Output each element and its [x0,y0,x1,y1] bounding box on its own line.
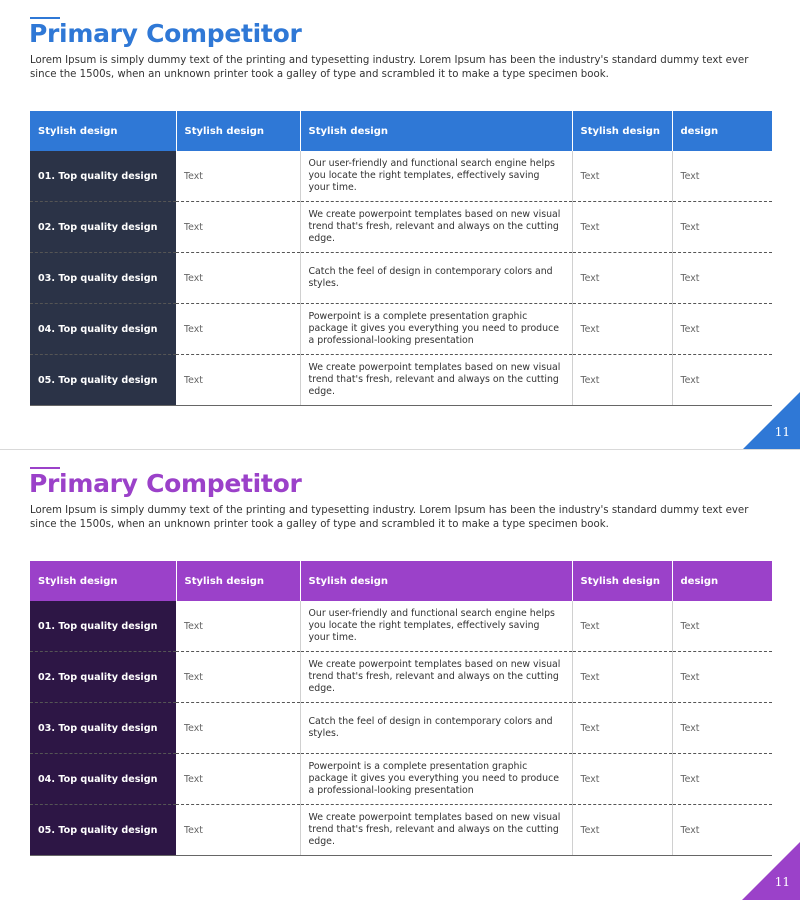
row-label: 03. Top quality design [30,703,176,754]
table-cell: Text [672,703,772,754]
slide-title: Primary Competitor [29,469,302,498]
table-cell: Text [176,355,300,406]
slide-description: Lorem Ipsum is simply dummy text of the printing and typesetting industry. Lorem Ipsum has been the industry's standard dummy text ever since the 1500s, when an unknown printer took a galley of type and scrambled it to make a type specimen book. [30,505,749,530]
table-cell: Text [572,652,672,703]
table-header-cell: Stylish design [30,561,176,601]
table-cell: Text [572,703,672,754]
table-header-cell: Stylish design [572,111,672,151]
table-cell-description: Our user-friendly and functional search engine helps you locate the right templates, effectively saving your time. [300,601,572,652]
table-header-cell: Stylish design [30,111,176,151]
table-cell: Text [176,202,300,253]
table-cell: Text [672,202,772,253]
table-header-cell: Stylish design [300,561,572,601]
table-cell: Text [672,754,772,805]
table-header-cell: design [672,561,772,601]
table-cell: Text [176,754,300,805]
table-cell: Text [176,805,300,856]
table-cell: Text [176,304,300,355]
table-cell: Text [672,805,772,856]
table-row [30,703,772,754]
table-cell-description: Our user-friendly and functional search engine helps you locate the right templates, effectively saving your time. [300,151,572,202]
row-label: 04. Top quality design [30,304,176,355]
table-cell: Text [176,253,300,304]
table-cell: Text [572,355,672,406]
competitor-table [30,561,772,856]
table-cell: Text [572,601,672,652]
table-cell: Text [572,202,672,253]
table-cell: Text [176,601,300,652]
table-row [30,304,772,355]
table-cell: Text [672,355,772,406]
corner-triangle [742,842,800,900]
table-header-cell: design [672,111,772,151]
row-label: 05. Top quality design [30,805,176,856]
table-cell-description: We create powerpoint templates based on new visual trend that's fresh, relevant and always on the cutting edge. [300,805,572,856]
row-label: 01. Top quality design [30,601,176,652]
table-cell-description: Catch the feel of design in contemporary colors and styles. [300,703,572,754]
table-header-row [30,111,772,151]
table-row [30,652,772,703]
slide-2 [0,450,800,900]
competitor-table [30,111,772,406]
table-row [30,355,772,406]
table-cell: Text [176,703,300,754]
table-row [30,202,772,253]
row-label: 02. Top quality design [30,652,176,703]
row-label: 01. Top quality design [30,151,176,202]
table-cell: Text [176,652,300,703]
table-row [30,805,772,856]
page-number: 11 [774,425,790,439]
table-cell-description: Powerpoint is a complete presentation graphic package it gives you everything you need to produce a professional-looking presentation [300,304,572,355]
page-number: 11 [774,875,790,889]
table-cell: Text [672,304,772,355]
table-cell: Text [176,151,300,202]
table-header-cell: Stylish design [176,561,300,601]
table-header-cell: Stylish design [572,561,672,601]
table-cell-description: We create powerpoint templates based on new visual trend that's fresh, relevant and always on the cutting edge. [300,202,572,253]
table-cell: Text [572,253,672,304]
table-header-row [30,561,772,601]
row-label: 05. Top quality design [30,355,176,406]
table-header-cell: Stylish design [176,111,300,151]
table-cell: Text [572,304,672,355]
table-cell: Text [672,601,772,652]
table-row [30,151,772,202]
table-cell-description: Powerpoint is a complete presentation graphic package it gives you everything you need to produce a professional-looking presentation [300,754,572,805]
row-label: 03. Top quality design [30,253,176,304]
table-cell: Text [572,805,672,856]
slide-description: Lorem Ipsum is simply dummy text of the printing and typesetting industry. Lorem Ipsum has been the industry's standard dummy text ever since the 1500s, when an unknown printer took a galley of type and scrambled it to make a type specimen book. [30,55,749,80]
table-row [30,754,772,805]
table-cell-description: We create powerpoint templates based on new visual trend that's fresh, relevant and always on the cutting edge. [300,652,572,703]
row-label: 02. Top quality design [30,202,176,253]
table-row [30,253,772,304]
table-cell: Text [572,754,672,805]
table-cell: Text [672,253,772,304]
table-header-cell: Stylish design [300,111,572,151]
table-cell-description: Catch the feel of design in contemporary colors and styles. [300,253,572,304]
table-row [30,601,772,652]
table-cell: Text [572,151,672,202]
corner-triangle [742,392,800,450]
row-label: 04. Top quality design [30,754,176,805]
table-cell-description: We create powerpoint templates based on new visual trend that's fresh, relevant and always on the cutting edge. [300,355,572,406]
table-cell: Text [672,652,772,703]
slide-title: Primary Competitor [29,19,302,48]
table-cell: Text [672,151,772,202]
